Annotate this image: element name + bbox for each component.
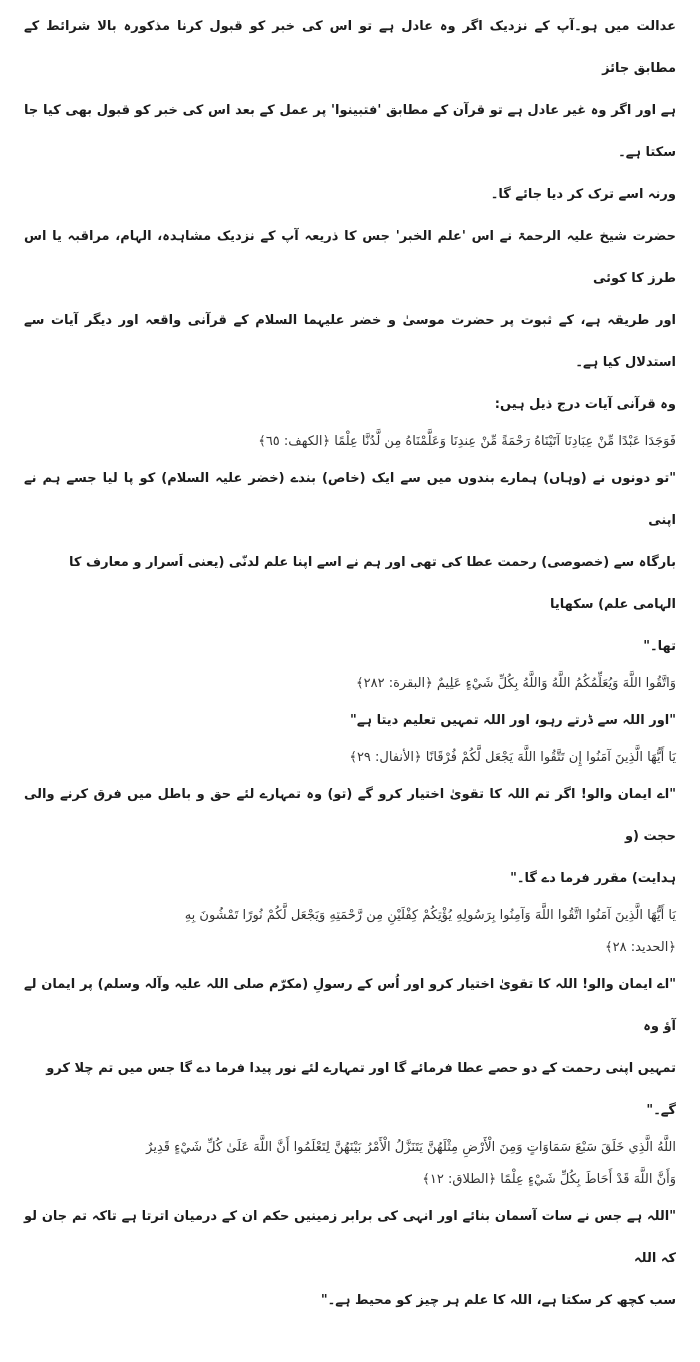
quran-verse: وَاتَّقُوا اللَّهَ وَيُعَلِّمُكُمُ اللَّهُ وَاللَّهُ بِكُلِّ شَيْءٍ عَلِيمٌ ﴿البقرة: ٢٨٢﴾ <box>356 676 676 691</box>
translation-line: بارگاہ سے (خصوصی) رحمت عطا کی تھی اور ہم نے اسے اپنا علم لدنّی (یعنی اَسرار و معارف کا الہامی علم) سکھایا <box>69 555 676 612</box>
quran-verse-reference: ﴿الحديد: ٢٨﴾ <box>605 940 676 955</box>
quran-verse: يَا أَيُّهَا الَّذِينَ آمَنُوا اتَّقُوا اللَّهَ وَآمِنُوا بِرَسُولِهِ يُؤْتِكُمْ كِفْلَيْنِ مِن رَّحْمَتِهِ وَيَجْعَل لَّكُمْ نُورًا تَمْشُونَ بِهِ <box>184 908 676 923</box>
quran-verse: وَأَنَّ اللَّهَ قَدْ أَحَاطَ بِكُلِّ شَيْءٍ عِلْمًا ﴿الطلاق: ١٢﴾ <box>422 1172 676 1187</box>
translation-line: "اور اللہ سے ڈرتے رہو، اور اللہ تمہیں تعلیم دیتا ہے" <box>350 713 676 728</box>
paragraph-line: حضرت شیخ علیہ الرحمۃ نے اس 'علم الخبر' جس کا ذریعہ آپ کے نزدیک مشاہدہ، الہام، مراقبہ یا اس طرز کا کوئی <box>24 229 676 286</box>
paragraph-line: اور طریقہ ہے، کے ثبوت پر حضرت موسیٰ و خضر علیہما السلام کے قرآنی واقعہ اور دیگر آیات سے استدلال کیا ہے۔ <box>24 313 676 370</box>
translation-line: "اللہ ہے جس نے سات آسمان بنائے اور انہی کی برابر زمینیں حکم ان کے درمیان اترتا ہے تاکہ تم جان لو کہ اللہ <box>24 1209 676 1266</box>
translation-line: سب کچھ کر سکتا ہے، اللہ کا علم ہر چیز کو محیط ہے۔" <box>320 1293 676 1308</box>
translation-line: "تو دونوں نے (وہاں) ہمارے بندوں میں سے ایک (خاص) بندے (خضر علیہ السلام) کو پا لیا جسے ہم نے اپنی <box>24 471 676 528</box>
quran-verse: فَوَجَدَا عَبْدًا مِّنْ عِبَادِنَا آتَيْنَاهُ رَحْمَةً مِّنْ عِندِنَا وَعَلَّمْنَاهُ مِن لَّدُنَّا عِلْمًا ﴿الكهف: ٦٥﴾ <box>258 434 676 449</box>
section-heading: وہ قرآنی آیات درج ذیل ہیں: <box>494 397 676 412</box>
translation-line: تمہیں اپنی رحمت کے دو حصے عطا فرمائے گا اور تمہارے لئے نور پیدا فرما دے گا جس میں تم چلا کرو گے۔" <box>46 1061 676 1118</box>
paragraph-line: ہے اور اگر وہ غیر عادل ہے تو قرآن کے مطابق 'فتبینوا' پر عمل کے بعد اس کی خبر کو قبول بھی کیا جا سکتا ہے۔ <box>24 103 676 160</box>
paragraph-line: ورنہ اسے ترک کر دیا جائے گا۔ <box>490 187 676 202</box>
translation-line: "اے ایمان والو! اللہ کا تقویٰ اختیار کرو اور اُس کے رسولِ (مکرّم صلی اللہ علیہ وآلہ وسلم) پر ایمان لے آؤ وہ <box>24 977 676 1034</box>
translation-line: تھا۔" <box>643 639 676 654</box>
quran-verse: يَا أَيُّهَا الَّذِينَ آمَنُوا إِن تَتَّقُوا اللَّهَ يَجْعَل لَّكُمْ فُرْقَانًا ﴿الأنفال: ٢٩﴾ <box>349 750 676 765</box>
paragraph-line: عدالت میں ہو۔آپ کے نزدیک اگر وہ عادل ہے تو اس کی خبر کو قبول کرنا مذکورہ بالا شرائط کے مطابق جائز <box>24 19 676 76</box>
translation-line: ہدایت) مقرر فرما دے گا۔" <box>510 871 676 886</box>
translation-line: "اے ایمان والو! اگر تم اللہ کا تقویٰ اختیار کرو گے (تو) وہ تمہارے لئے حق و باطل میں فرق کرنے والی حجت (و <box>24 787 676 844</box>
quran-verse: اللَّهُ الَّذِي خَلَقَ سَبْعَ سَمَاوَاتٍ وَمِنَ الْأَرْضِ مِثْلَهُنَّ يَتَنَزَّلُ الْأَمْرُ بَيْنَهُنَّ لِتَعْلَمُوا أَنَّ اللَّهَ عَلَىٰ كُلِّ شَيْءٍ قَدِيرٌ <box>146 1140 676 1155</box>
